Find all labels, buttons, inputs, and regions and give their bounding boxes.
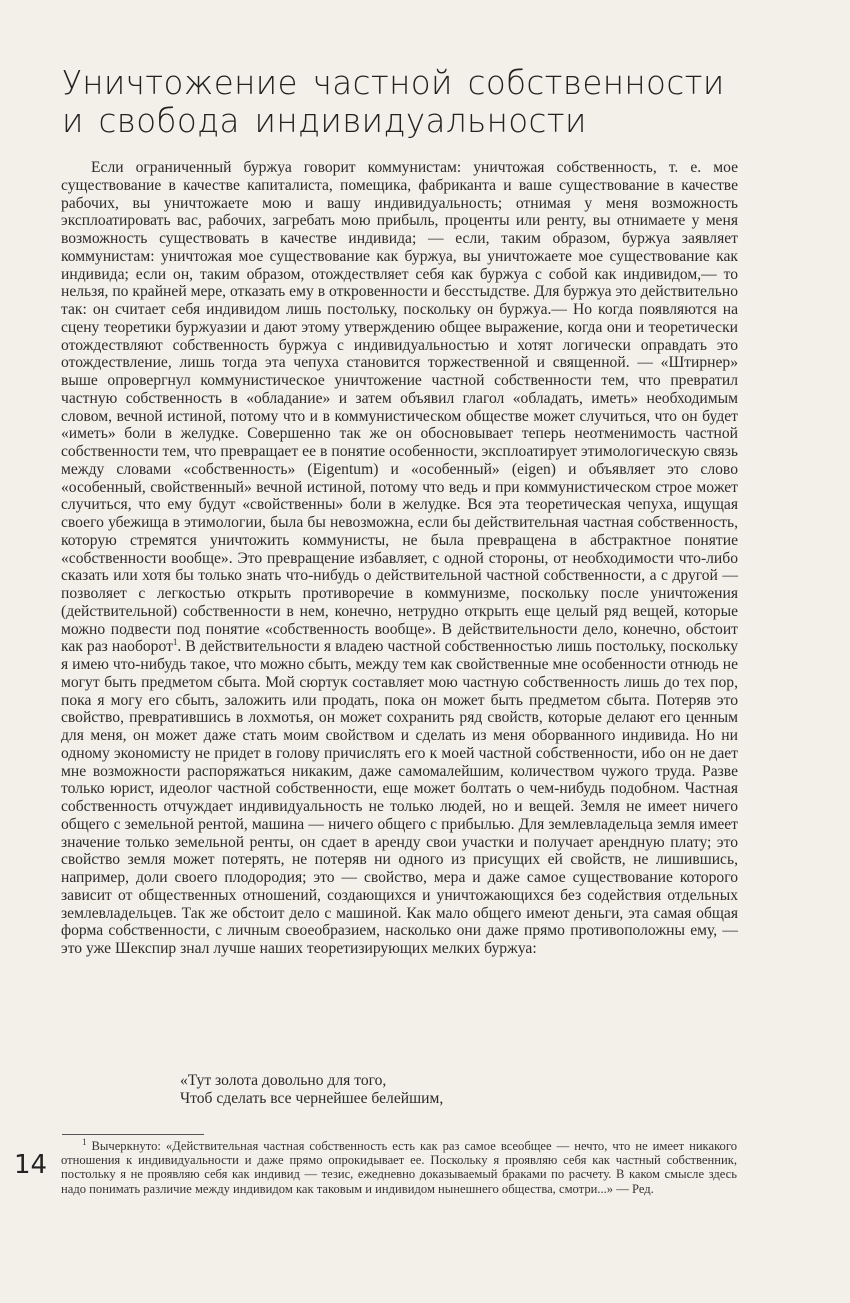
title-line-1: Уничтожение частной собственности [62, 64, 725, 102]
paragraph-text-part-1: Если ограниченный буржуа говорит коммунистам: уничтожая собственность, т. е. мое существование в качестве капиталиста, помещика, фабриканта и ваше существование в качестве рабочих, вы уничтожаете мою и вашу индивидуальность; отнимая у меня возможность эксплоатировать вас, рабочих, загребать мою прибыль, проценты или ренту, вы отнимаете у меня возможность существовать в качестве индивида; — если, таким образом, буржуа заявляет коммунистам: уничтожая мое существование как буржуа, вы уничтожаете мое существование как индивида; если он, таким образом, отождествляет себя как буржуа с собой как индивидом,— то нельзя, по крайней мере, отказать ему в откровенности и бесстыдстве. Для буржуа это действительно так: он считает себя индивидом лишь постольку, поскольку он буржуа.— Но когда появляются на сцену теоретики буржуазии и дают этому утверждению общее выражение, когда они и теоретически отождествляют собственность буржуа с индивидуальностью и хотят логически оправдать это отождествление, лишь тогда эта чепуха становится торжественной и священной. — «Штирнер» выше опровергнул коммунистическое уничтожение частной собственности тем, что превратил частную собственность в «обладание» и затем объявил глагол «обладать, иметь» необходимым словом, вечной истиной, потому что и в коммунистическом обществе может случиться, что он будет «иметь» боли в желудке. Совершенно так же он обосновывает теперь неотменимость частной собственности тем, что превращает ее в понятие особенности, эксплоатирует этимологическую связь между словами «собственность» (Eigentum) и «особенный» (eigen) и объявляет это слово «особенный, свойственный» вечной истиной, потому что ведь и при коммунистическом строе может случиться, что ему будут «свойственны» боли в желудке. Вся эта теоретическая чепуха, ищущая своего убежища в этимологии, была бы невозможна, если бы действительная частная собственность, которую стремятся уничтожить коммунисты, не была превращена в абстрактное понятие «собственности вообще». Это превращение избавляет, с одной стороны, от необходимости что-либо сказать или хотя бы только знать что-нибудь о действительной частной собственности, а с другой — позволяет с легкостью открыть противоречие в коммунизме, поскольку после уничтожения (действительной) собственности в нем, конечно, нетрудно открыть еще целый ряд вещей, которые можно подвести под понятие «собственность вообще». В действительности дело, конечно, обстоит как раз наоборот [61, 159, 738, 656]
verse-line-1: «Тут золота довольно для того, [180, 1072, 387, 1089]
main-text [61, 159, 738, 958]
footnote-divider [62, 1134, 204, 1135]
verse-line-2: Чтоб сделать все чернейшее белейшим, [180, 1089, 444, 1107]
page-number: 14 [14, 1150, 48, 1180]
verse-quote [180, 1072, 600, 1108]
page-title [62, 64, 762, 140]
footnote-text: Вычеркнуто: «Действительная частная собственность есть как раз самое всеобщее — нечто, что не имеет никакого отношения к индивидуальности и даже прямо опрокидывает ее. Поскольку я проявляю себя как частный собственник, постольку я не проявляю себя как индивид — тезис, ежедневно доказываемый браками по расчету. В каком смысле здесь надо понимать различие между индивидом как таковым и индивидом нынешнего общества, смотри...» — Ред. [61, 1139, 737, 1196]
footnote-reference: 1 [172, 637, 178, 648]
paragraph-text-part-2: . В действительности я владею частной собственностью лишь постольку, поскольку я имею что-нибудь такое, что можно сбыть, между тем как свойственные мне особенности отнюдь не могут быть предметом сбыта. Мой сюртук составляет мою частную собственность лишь до тех пор, пока я могу его сбыть, заложить или продать, пока он может быть предметом сбыта. Потеряв это свойство, превратившись в лохмотья, он может сохранить ряд свойств, которые делают его ценным для меня, он может даже стать моим свойством и сделать из меня оборванного индивида. Но ни одному экономисту не придет в голову причислять его к моей частной собственности, ибо он не дает мне возможности распоряжаться никаким, даже самомалейшим, количеством чужого труда. Разве только юрист, идеолог частной собственности, еще может болтать о чем-нибудь подобном. Частная собственность отчуждает индивидуальность не только людей, но и вещей. Земля не имеет ничего общего с земельной рентой, машина — ничего общего с прибылью. Для землевладельца земля имеет значение только земельной ренты, он сдает в аренду свои участки и получает арендную плату; это свойство земля может потерять, не потеряв ни одного из присущих ей свойств, не лишившись, например, доли своего плодородия; это — свойство, мера и даже самое существование которого зависит от общественных отношений, создающихся и уничтожающихся без содействия отдельных землевладельцев. Так же обстоит дело с машиной. Как мало общего имеют деньги, эта самая общая форма собственности, с личным своеобразием, насколько они даже прямо противоположны ему, — это уже Шекспир знал лучше наших теоретизирующих мелких буржуа: [61, 638, 738, 957]
main-paragraph [61, 159, 738, 958]
title-line-2: и свобода индивидуальности [62, 102, 587, 140]
footnote [61, 1136, 737, 1196]
footnote-paragraph [61, 1136, 737, 1196]
footnote-marker: 1 [82, 1136, 87, 1147]
